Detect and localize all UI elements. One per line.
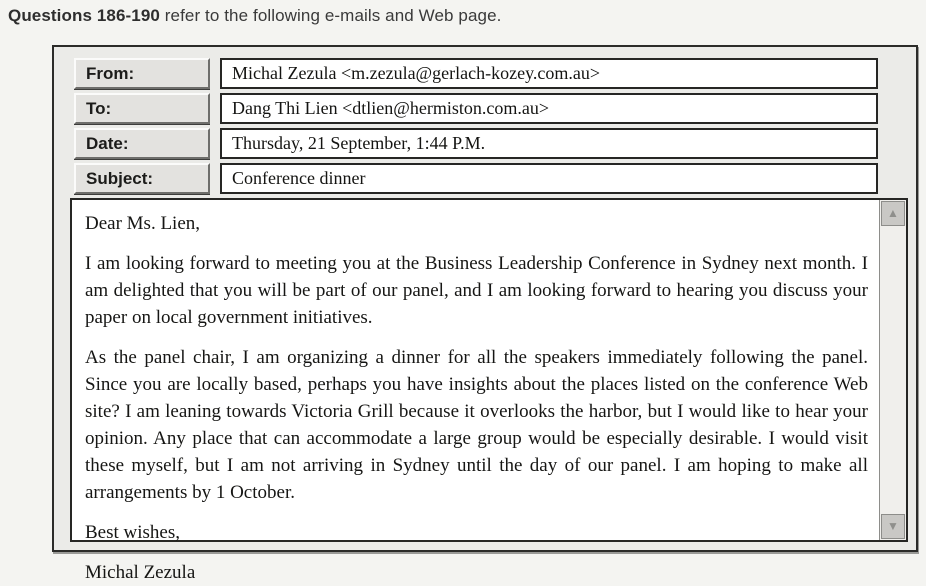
email-window <box>52 45 918 583</box>
scrollbar-track[interactable] <box>881 227 905 513</box>
arrow-down-icon: ▼ <box>887 519 899 533</box>
scroll-up-button[interactable] <box>881 201 905 226</box>
date-label-button[interactable]: Date: <box>74 128 210 159</box>
subject-field[interactable]: Conference dinner <box>220 163 878 194</box>
scroll-down-button[interactable] <box>881 514 905 539</box>
body-paragraph-1: I am looking forward to meeting you at the Business Leadership Conference in Sydney next month. I am delighted that you will be part of our panel, and I am looking forward to hearing you discuss your paper on local government initiatives. <box>85 253 868 328</box>
message-body-text <box>72 200 878 583</box>
subject-row <box>54 163 916 195</box>
subject-label-button[interactable]: Subject: <box>74 163 210 194</box>
body-paragraph-2: As the panel chair, I am organizing a dinner for all the speakers immediately following the panel. Since you are locally based, perhaps you have insights about the places listed on the conference Web site? I am leaning towards Victoria Grill because it overlooks the harbor, but I would like to hear your opinion. Any place that can accommodate a large group would be especially desirable. I would visit these myself, but I am not arriving in Sydney until the day of our panel. I am hoping to make all arrangements by 1 October. <box>85 347 868 503</box>
date-row <box>54 128 916 160</box>
question-header <box>8 6 501 26</box>
closing: Best wishes, <box>85 522 180 543</box>
question-instruction-text: refer to the following e-mails and Web page. <box>159 6 502 25</box>
scrollbar[interactable] <box>879 200 906 540</box>
from-row <box>54 58 916 90</box>
signature: Michal Zezula <box>85 562 196 583</box>
date-field[interactable]: Thursday, 21 September, 1:44 P.M. <box>220 128 878 159</box>
to-row <box>54 93 916 125</box>
message-body-area <box>70 198 908 583</box>
salutation: Dear Ms. Lien, <box>85 213 201 234</box>
from-label-button[interactable]: From: <box>74 58 210 89</box>
to-label-button[interactable]: To: <box>74 93 210 124</box>
from-field[interactable]: Michal Zezula <m.zezula@gerlach-kozey.com.au> <box>220 58 878 89</box>
question-number-label: Questions 186-190 <box>8 6 160 25</box>
to-field[interactable]: Dang Thi Lien <dtlien@hermiston.com.au> <box>220 93 878 124</box>
arrow-up-icon: ▲ <box>887 206 899 220</box>
